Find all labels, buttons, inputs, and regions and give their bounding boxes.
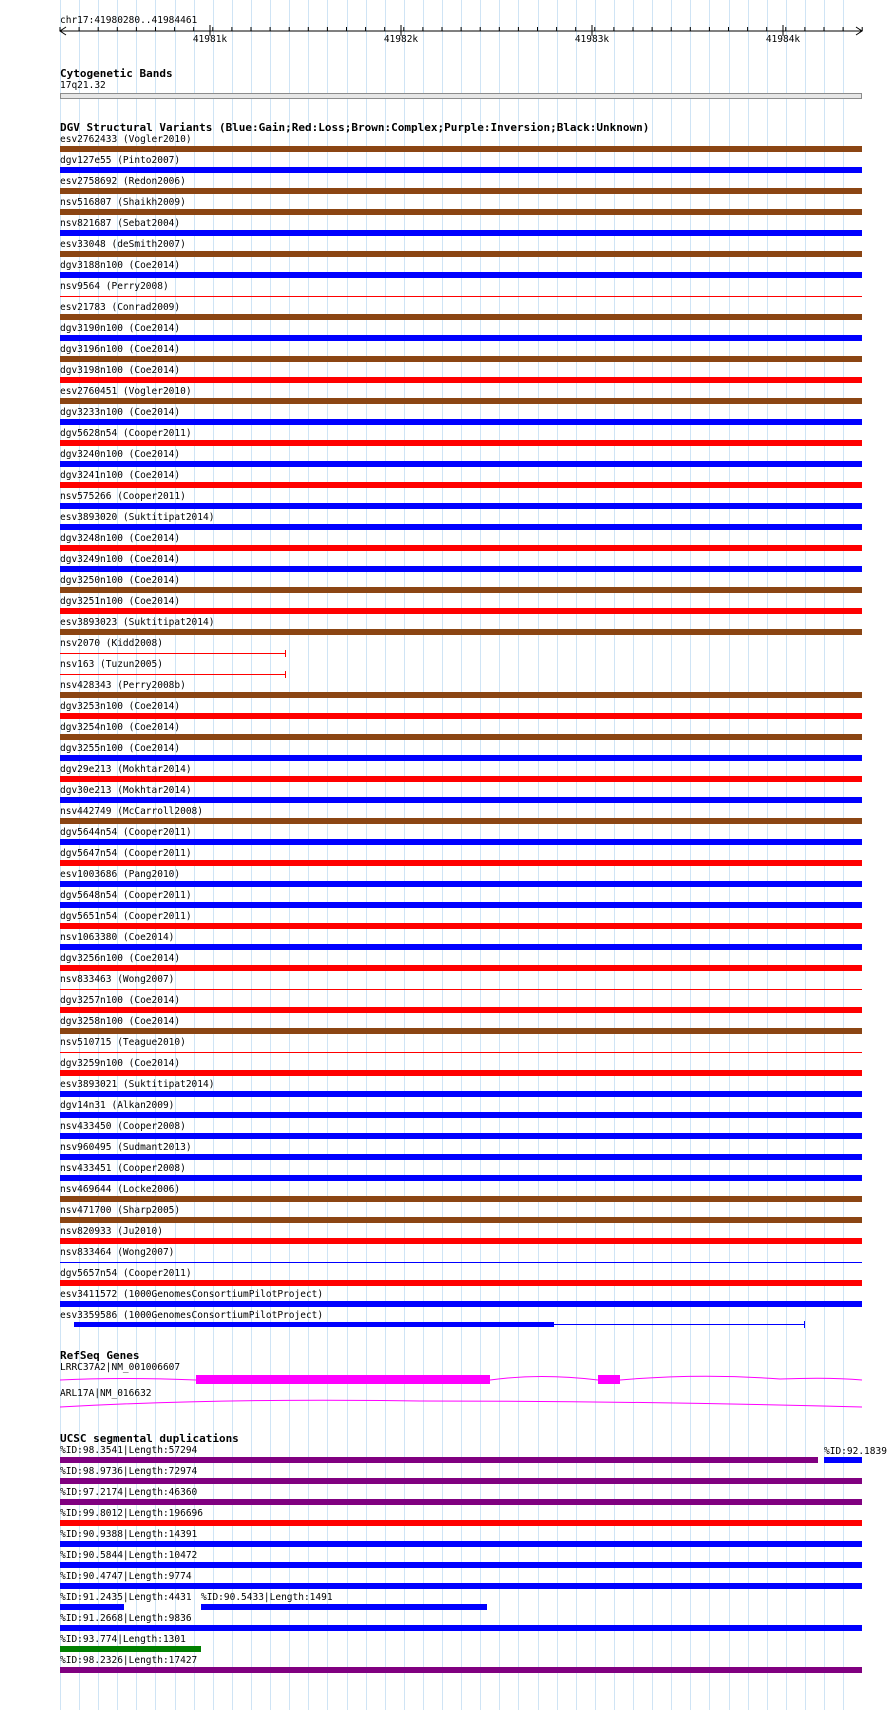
dgv-item-bar[interactable]: [60, 1028, 862, 1034]
segdup-item-label[interactable]: %ID:90.5844|Length:10472: [60, 1550, 198, 1561]
segdup-item-bar[interactable]: [60, 1457, 818, 1463]
dgv-item-label[interactable]: dgv5648n54 (Cooper2011): [60, 890, 192, 901]
dgv-item-label[interactable]: nsv433451 (Cooper2008): [60, 1163, 186, 1174]
dgv-item-label[interactable]: dgv14n31 (Alkan2009): [60, 1100, 175, 1111]
dgv-item-bar[interactable]: [60, 1280, 862, 1286]
segdup-item-bar[interactable]: [60, 1541, 862, 1547]
segdup-item-label[interactable]: %ID:91.2668|Length:9836: [60, 1613, 192, 1624]
ruler-tick-label: 41981k: [192, 34, 228, 45]
segdup-item-bar[interactable]: [60, 1646, 201, 1652]
dgv-item-label[interactable]: esv3893023 (Suktitipat2014): [60, 617, 215, 628]
dgv-item-bar[interactable]: [60, 653, 285, 654]
dgv-item-bar[interactable]: [60, 398, 862, 404]
dgv-item-label[interactable]: dgv3256n100 (Coe2014): [60, 953, 181, 964]
dgv-item-bar[interactable]: [60, 989, 862, 990]
dgv-item-bar[interactable]: [60, 629, 862, 635]
dgv-item-bar[interactable]: [60, 944, 862, 950]
segdup-item-bar[interactable]: [60, 1583, 862, 1589]
refseq-gene-intron[interactable]: [60, 1379, 196, 1381]
dgv-item-label[interactable]: dgv127e55 (Pinto2007): [60, 155, 181, 166]
dgv-item-label[interactable]: dgv5657n54 (Cooper2011): [60, 1268, 192, 1279]
dgv-item-bar[interactable]: [60, 797, 862, 803]
dgv-item-label[interactable]: esv3359586 (1000GenomesConsortiumPilotProject): [60, 1310, 324, 1321]
refseq-gene-label[interactable]: ARL17A|NM_016632: [60, 1388, 152, 1399]
dgv-item-bar[interactable]: [60, 692, 862, 698]
dgv-item-bar[interactable]: [60, 566, 862, 572]
segdup-item-label[interactable]: %ID:91.2435|Length:4431: [60, 1592, 192, 1603]
dgv-item-bar[interactable]: [60, 314, 862, 320]
dgv-item-label[interactable]: dgv3251n100 (Coe2014): [60, 596, 181, 607]
dgv-item-label[interactable]: esv2758692 (Redon2006): [60, 176, 186, 187]
dgv-item-label[interactable]: nsv960495 (Sudmant2013): [60, 1142, 192, 1153]
segdup-item-bar[interactable]: [60, 1520, 862, 1526]
dgv-item-bar[interactable]: [60, 296, 862, 297]
dgv-item-bar[interactable]: [60, 335, 862, 341]
ruler-tick-label: 41984k: [765, 34, 801, 45]
dgv-item-label[interactable]: dgv3259n100 (Coe2014): [60, 1058, 181, 1069]
segdup-item-bar[interactable]: [60, 1499, 862, 1505]
dgv-item-label[interactable]: dgv3249n100 (Coe2014): [60, 554, 181, 565]
dgv-item-label[interactable]: nsv510715 (Teague2010): [60, 1037, 186, 1048]
dgv-item-label[interactable]: dgv3248n100 (Coe2014): [60, 533, 181, 544]
segdup-item-label[interactable]: %ID:97.2174|Length:46360: [60, 1487, 198, 1498]
dgv-item-bar[interactable]: [60, 1112, 862, 1118]
dgv-item-label[interactable]: dgv29e213 (Mokhtar2014): [60, 764, 192, 775]
dgv-item-bar[interactable]: [60, 608, 862, 614]
dgv-item-label[interactable]: nsv820933 (Ju2010): [60, 1226, 163, 1237]
dgv-item-label[interactable]: nsv442749 (McCarroll2008): [60, 806, 203, 817]
dgv-item-label[interactable]: nsv2070 (Kidd2008): [60, 638, 163, 649]
dgv-item-bar[interactable]: [60, 524, 862, 530]
segdup-item-label[interactable]: %ID:90.9388|Length:14391: [60, 1529, 198, 1540]
dgv-item-bar[interactable]: [60, 209, 862, 215]
dgv-item-label[interactable]: dgv3254n100 (Coe2014): [60, 722, 181, 733]
dgv-item-bar[interactable]: [60, 377, 862, 383]
dgv-item-label[interactable]: nsv1063380 (Coe2014): [60, 932, 175, 943]
dgv-item-label[interactable]: nsv163 (Tuzun2005): [60, 659, 163, 670]
ruler-tick-label: 41983k: [574, 34, 610, 45]
segdup-item-label[interactable]: %ID:98.9736|Length:72974: [60, 1466, 198, 1477]
dgv-item-label[interactable]: esv2762433 (Vogler2010): [60, 134, 192, 145]
dgv-item-bar[interactable]: [60, 146, 862, 152]
dgv-item-bar[interactable]: [60, 587, 862, 593]
refseq-gene-models[interactable]: [0, 1365, 890, 1425]
dgv-item-bar[interactable]: [60, 1052, 862, 1053]
dgv-item-bar[interactable]: [60, 902, 862, 908]
dgv-item-bar[interactable]: [60, 713, 862, 719]
dgv-item-label[interactable]: dgv3233n100 (Coe2014): [60, 407, 181, 418]
dgv-item-label[interactable]: dgv3253n100 (Coe2014): [60, 701, 181, 712]
dgv-item-label[interactable]: dgv3240n100 (Coe2014): [60, 449, 181, 460]
dgv-item-bar[interactable]: [60, 1154, 862, 1160]
segdup-item-label[interactable]: %ID:98.2326|Length:17427: [60, 1655, 198, 1666]
dgv-item-label[interactable]: esv3893021 (Suktitipat2014): [60, 1079, 215, 1090]
dgv-item-bar[interactable]: [60, 272, 862, 278]
dgv-item-label[interactable]: esv3411572 (1000GenomesConsortiumPilotProject): [60, 1289, 324, 1300]
dgv-item-bar[interactable]: [60, 419, 862, 425]
dgv-item-label[interactable]: dgv3188n100 (Coe2014): [60, 260, 181, 271]
dgv-item-end-cap[interactable]: [804, 1321, 805, 1328]
dgv-item-label[interactable]: nsv833463 (Wong2007): [60, 974, 175, 985]
dgv-item-gap-line[interactable]: [554, 1324, 804, 1325]
refseq-gene-intron[interactable]: [620, 1376, 862, 1380]
dgv-item-label[interactable]: dgv5644n54 (Cooper2011): [60, 827, 192, 838]
dgv-item-bar[interactable]: [60, 251, 862, 257]
ruler-position: chr17:41980280..41984461: [60, 15, 198, 26]
dgv-item-bar[interactable]: [60, 755, 862, 761]
dgv-item-bar[interactable]: [60, 1133, 862, 1139]
segdup-item-label[interactable]: %ID:98.3541|Length:57294: [60, 1445, 198, 1456]
dgv-item-label[interactable]: esv3893020 (Suktitipat2014): [60, 512, 215, 523]
dgv-item-bar[interactable]: [60, 461, 862, 467]
dgv-item-label[interactable]: dgv3190n100 (Coe2014): [60, 323, 181, 334]
dgv-item-bar[interactable]: [60, 356, 862, 362]
dgv-item-label[interactable]: nsv821687 (Sebat2004): [60, 218, 181, 229]
dgv-item-bar[interactable]: [60, 167, 862, 173]
dgv-item-bar[interactable]: [60, 1262, 862, 1263]
cytoband-label: 17q21.32: [60, 80, 106, 91]
segdup-item-label[interactable]: %ID:93.774|Length:1301: [60, 1634, 186, 1645]
dgv-item-bar[interactable]: [60, 1007, 862, 1013]
dgv-item-bar[interactable]: [60, 1175, 862, 1181]
dgv-item-bar[interactable]: [60, 860, 862, 866]
dgv-item-bar[interactable]: [60, 674, 285, 675]
dgv-item-bar[interactable]: [60, 965, 862, 971]
dgv-item-bar[interactable]: [60, 1070, 862, 1076]
dgv-item-label[interactable]: esv21783 (Conrad2009): [60, 302, 181, 313]
segdup-extra-bar[interactable]: [824, 1457, 862, 1463]
dgv-item-label[interactable]: dgv3255n100 (Coe2014): [60, 743, 181, 754]
dgv-item-bar[interactable]: [60, 1217, 862, 1223]
dgv-item-label[interactable]: dgv3198n100 (Coe2014): [60, 365, 181, 376]
segdup-item-bar[interactable]: [60, 1625, 862, 1631]
dgv-item-label[interactable]: esv2760451 (Vogler2010): [60, 386, 192, 397]
dgv-item-end-cap[interactable]: [285, 671, 286, 678]
dgv-item-label[interactable]: nsv428343 (Perry2008b): [60, 680, 186, 691]
dgv-item-label[interactable]: dgv30e213 (Mokhtar2014): [60, 785, 192, 796]
dgv-item-label[interactable]: dgv5647n54 (Cooper2011): [60, 848, 192, 859]
segdup-item-label[interactable]: %ID:99.8012|Length:196696: [60, 1508, 203, 1519]
segdup-item-label[interactable]: %ID:90.4747|Length:9774: [60, 1571, 192, 1582]
dgv-item-label[interactable]: nsv516807 (Shaikh2009): [60, 197, 186, 208]
dgv-item-bar[interactable]: [74, 1322, 554, 1327]
cytoband-track-title: Cytogenetic Bands: [60, 67, 173, 80]
refseq-gene-exon[interactable]: [598, 1375, 620, 1384]
refseq-track-title: RefSeq Genes: [60, 1349, 140, 1362]
cytoband-ideogram[interactable]: [60, 93, 862, 99]
dgv-item-label[interactable]: nsv833464 (Wong2007): [60, 1247, 175, 1258]
dgv-item-bar[interactable]: [60, 818, 862, 824]
segdup-item-bar[interactable]: [60, 1667, 862, 1673]
dgv-item-label[interactable]: nsv9564 (Perry2008): [60, 281, 169, 292]
refseq-gene-exon[interactable]: [196, 1375, 490, 1384]
dgv-item-bar[interactable]: [60, 923, 862, 929]
dgv-item-label[interactable]: nsv469644 (Locke2006): [60, 1184, 181, 1195]
dgv-item-label[interactable]: nsv575266 (Cooper2011): [60, 491, 186, 502]
segdup-track-title: UCSC segmental duplications: [60, 1432, 239, 1445]
dgv-track-title: DGV Structural Variants (Blue:Gain;Red:Loss;Brown:Complex;Purple:Inversion;Black:Unknown): [60, 121, 650, 134]
dgv-item-end-cap[interactable]: [285, 650, 286, 657]
dgv-item-label[interactable]: dgv5628n54 (Cooper2011): [60, 428, 192, 439]
dgv-item-bar[interactable]: [60, 230, 862, 236]
dgv-item-label[interactable]: esv33048 (deSmith2007): [60, 239, 186, 250]
dgv-item-bar[interactable]: [60, 734, 862, 740]
dgv-item-label[interactable]: dgv5651n54 (Cooper2011): [60, 911, 192, 922]
dgv-item-label[interactable]: dgv3250n100 (Coe2014): [60, 575, 181, 586]
dgv-item-label[interactable]: dgv3196n100 (Coe2014): [60, 344, 181, 355]
segdup-extra-label[interactable]: %ID:92.1839: [824, 1446, 887, 1457]
dgv-item-bar[interactable]: [60, 776, 862, 782]
dgv-item-bar[interactable]: [60, 440, 862, 446]
dgv-item-label[interactable]: esv1003686 (Pang2010): [60, 869, 181, 880]
dgv-item-label[interactable]: dgv3241n100 (Coe2014): [60, 470, 181, 481]
dgv-item-bar[interactable]: [60, 503, 862, 509]
dgv-item-bar[interactable]: [60, 839, 862, 845]
segdup-extra-bar[interactable]: [201, 1604, 487, 1610]
dgv-item-bar[interactable]: [60, 188, 862, 194]
dgv-item-label[interactable]: dgv3258n100 (Coe2014): [60, 1016, 181, 1027]
dgv-item-bar[interactable]: [60, 545, 862, 551]
refseq-gene-label[interactable]: LRRC37A2|NM_001006607: [60, 1362, 181, 1373]
segdup-extra-label[interactable]: %ID:90.5433|Length:1491: [201, 1592, 333, 1603]
dgv-item-bar[interactable]: [60, 1301, 862, 1307]
dgv-item-label[interactable]: dgv3257n100 (Coe2014): [60, 995, 181, 1006]
refseq-gene-intron[interactable]: [60, 1400, 862, 1407]
dgv-item-label[interactable]: nsv471700 (Sharp2005): [60, 1205, 181, 1216]
segdup-item-bar[interactable]: [60, 1604, 124, 1610]
refseq-gene-intron[interactable]: [490, 1377, 598, 1381]
dgv-item-bar[interactable]: [60, 1196, 862, 1202]
segdup-item-bar[interactable]: [60, 1562, 862, 1568]
dgv-item-bar[interactable]: [60, 1091, 862, 1097]
dgv-item-bar[interactable]: [60, 1238, 862, 1244]
segdup-item-bar[interactable]: [60, 1478, 862, 1484]
dgv-item-bar[interactable]: [60, 482, 862, 488]
dgv-item-label[interactable]: nsv433450 (Cooper2008): [60, 1121, 186, 1132]
dgv-item-bar[interactable]: [60, 881, 862, 887]
ruler-tick-label: 41982k: [383, 34, 419, 45]
